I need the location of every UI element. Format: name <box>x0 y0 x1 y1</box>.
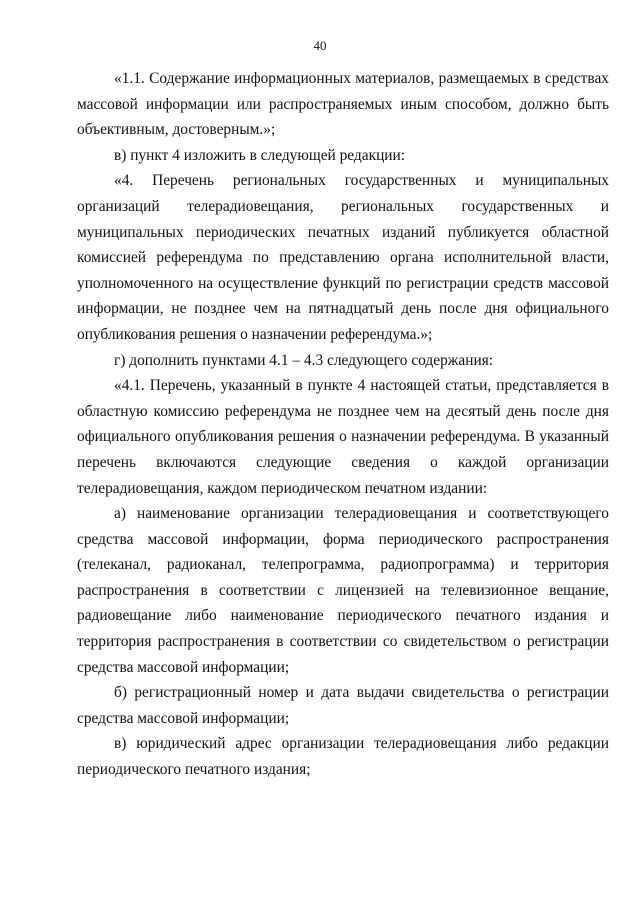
paragraph-item-g: г) дополнить пунктами 4.1 – 4.3 следующего содержания: <box>114 351 494 369</box>
paragraph-item-v: в) пункт 4 изложить в следующей редакции: <box>114 146 406 164</box>
page-number: 40 <box>313 38 327 53</box>
paragraph-subitem-a: а) наименование организации телерадиовещания и соответствующего средства массовой информации, форма периодического распространения (телеканал, радиоканал, телепрограмма, радиопрограмма) и территория распространения в соответствии с лицензией на телевизионное вещание, радиовещание либо наименование периодического печатного издания и территория распространения в соответствии со свидетельством о регистрации средства массовой информации; <box>77 505 609 676</box>
paragraph-subitem-b: б) регистрационный номер и дата выдачи свидетельства о регистрации средства массовой информации; <box>77 684 609 727</box>
document-body <box>77 66 609 783</box>
paragraph-point-4: «4. Перечень региональных государственных и муниципальных организаций телерадиовещания, региональных государственных и муниципальных периодических печатных изданий публикуется областной комиссией референдума по представлению органа исполнительной власти, уполномоченного на осуществление функций по регистрации средств массовой информации, не позднее чем на пятнадцатый день после дня официального опубликования решения о назначении референдума.»; <box>77 172 609 343</box>
paragraph-1-1-content: «1.1. Содержание информационных материалов, размещаемых в средствах массовой информации или распространяемых иным способом, должно быть объективным, достоверным.»; <box>77 70 609 139</box>
paragraph-point-4-1: «4.1. Перечень, указанный в пункте 4 настоящей статьи, представляется в областную комиссию референдума не позднее чем на десятый день после дня официального опубликования решения о назначении референдума. В указанный перечень включаются следующие сведения о каждой организации телерадиовещания, каждом периодическом печатном издании: <box>77 377 609 497</box>
paragraph-subitem-v: в) юридический адрес организации телерадиовещания либо редакции периодического печатного издания; <box>77 735 609 779</box>
